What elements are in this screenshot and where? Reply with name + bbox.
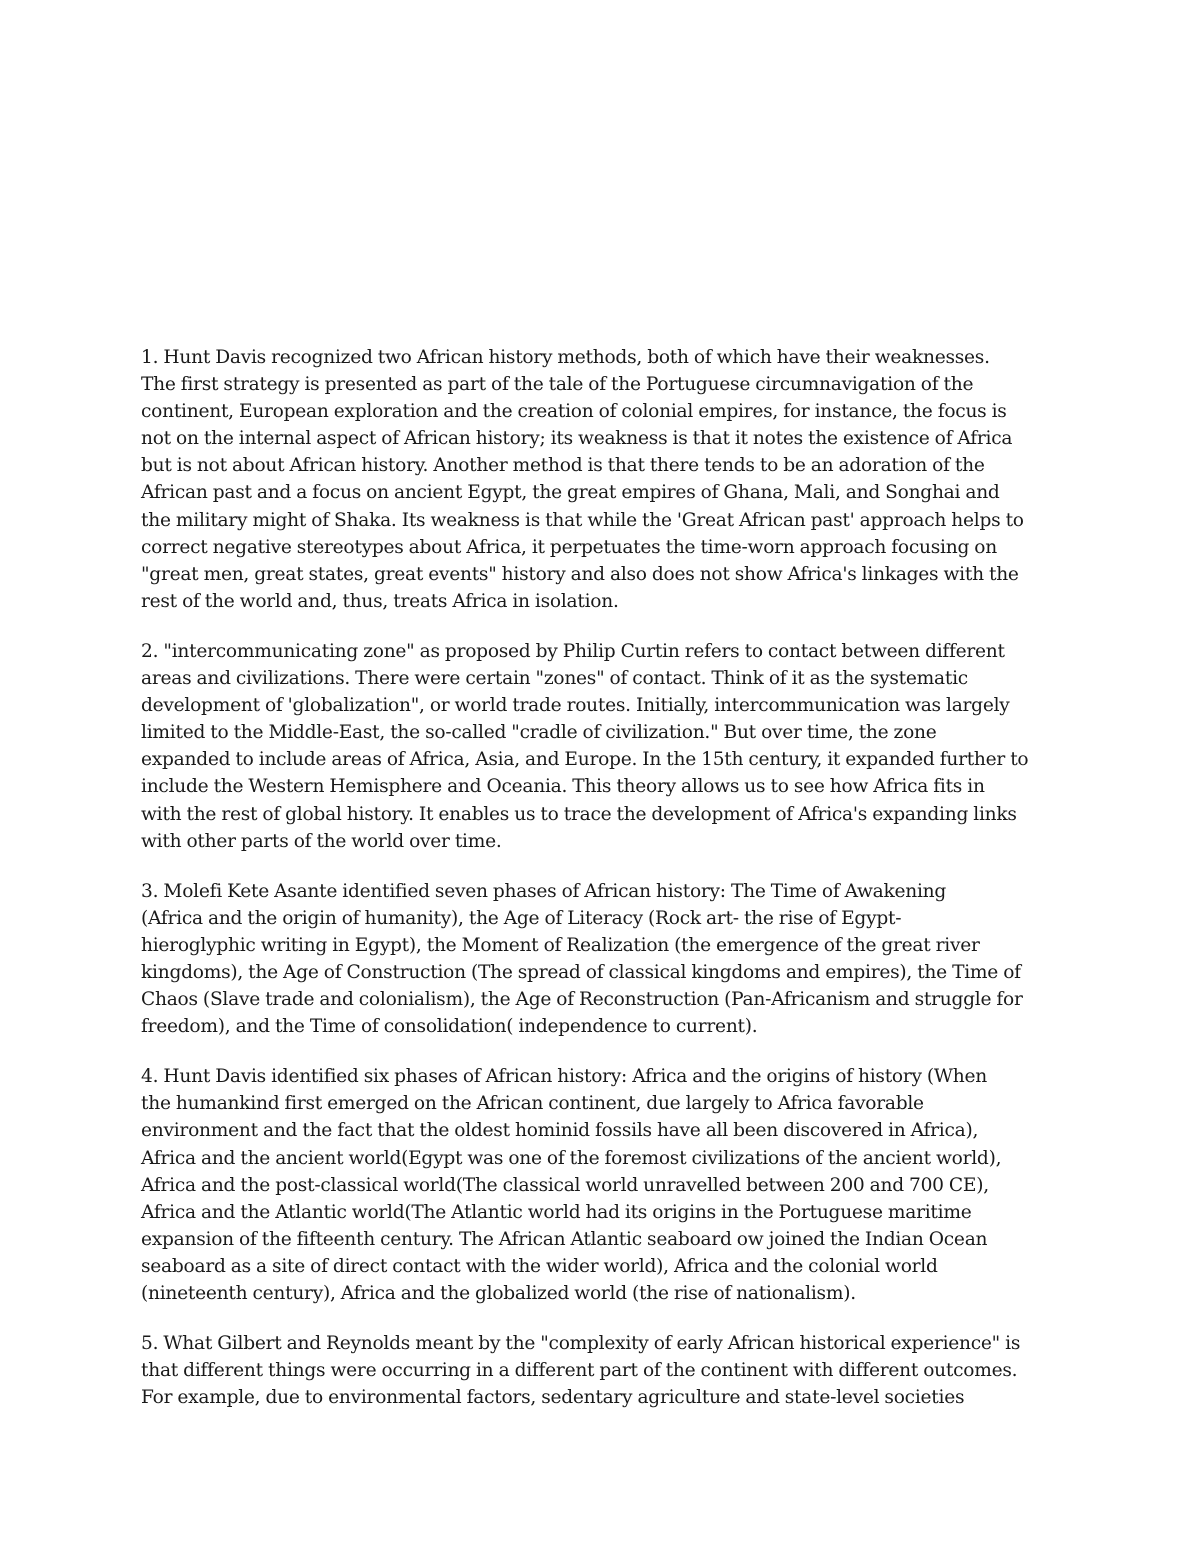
paragraph-5 <box>141 1330 1081 1411</box>
text-line: The first strategy is presented as part of the tale of the Portuguese circumnavigation of the <box>141 374 974 396</box>
text-line: 3. Molefi Kete Asante identified seven phases of African history: The Time of Awakening <box>141 880 947 902</box>
document-body <box>141 344 1081 1434</box>
text-line: freedom), and the Time of consolidation( independence to current). <box>141 1016 758 1038</box>
text-line: rest of the world and, thus, treats Africa in isolation. <box>141 590 619 612</box>
text-line: (Africa and the origin of humanity), the Age of Literacy (Rock art- the rise of Egypt- <box>141 907 902 929</box>
text-line: 2. "intercommunicating zone" as proposed by Philip Curtin refers to contact between different <box>141 640 1005 662</box>
paragraph-4 <box>141 1063 1081 1307</box>
text-line: For example, due to environmental factors, sedentary agriculture and state-level societies <box>141 1387 965 1409</box>
text-line: include the Western Hemisphere and Oceania. This theory allows us to see how Africa fits in <box>141 776 985 798</box>
text-line: development of 'globalization", or world trade routes. Initially, intercommunication was largely <box>141 695 1010 717</box>
text-line: not on the internal aspect of African history; its weakness is that it notes the existence of Africa <box>141 428 1013 450</box>
text-line: but is not about African history. Another method is that there tends to be an adoration of the <box>141 455 985 477</box>
text-line: 5. What Gilbert and Reynolds meant by the "complexity of early African historical experience" is <box>141 1333 1021 1355</box>
text-line: Africa and the Atlantic world(The Atlantic world had its origins in the Portuguese maritime <box>141 1201 972 1223</box>
text-line: expanded to include areas of Africa, Asia, and Europe. In the 15th century, it expanded further to <box>141 749 1029 771</box>
paragraph-3 <box>141 878 1081 1041</box>
text-line: that different things were occurring in a different part of the continent with different outcomes. <box>141 1360 1018 1382</box>
text-line: environment and the fact that the oldest hominid fossils have all been discovered in Africa), <box>141 1120 979 1142</box>
text-line: with other parts of the world over time. <box>141 830 502 852</box>
text-line: "great men, great states, great events" history and also does not show Africa's linkages with the <box>141 563 1019 585</box>
text-line: with the rest of global history. It enables us to trace the development of Africa's expanding links <box>141 803 1017 825</box>
text-line: the humankind first emerged on the African continent, due largely to Africa favorable <box>141 1093 924 1115</box>
text-line: expansion of the fifteenth century. The African Atlantic seaboard ow joined the Indian Ocean <box>141 1228 988 1250</box>
text-line: areas and civilizations. There were certain "zones" of contact. Think of it as the systematic <box>141 668 968 690</box>
text-line: African past and a focus on ancient Egypt, the great empires of Ghana, Mali, and Songhai and <box>141 482 1000 504</box>
text-line: seaboard as a site of direct contact with the wider world), Africa and the colonial world <box>141 1255 938 1277</box>
text-line: Africa and the post-classical world(The classical world unravelled between 200 and 700 CE), <box>141 1174 989 1196</box>
text-line: correct negative stereotypes about Africa, it perpetuates the time-worn approach focusing on <box>141 536 997 558</box>
text-line: limited to the Middle-East, the so-called "cradle of civilization." But over time, the zone <box>141 722 937 744</box>
paragraph-2 <box>141 638 1081 855</box>
text-line: Africa and the ancient world(Egypt was one of the foremost civilizations of the ancient world), <box>141 1147 1002 1169</box>
text-line: the military might of Shaka. Its weakness is that while the 'Great African past' approach helps to <box>141 509 1024 531</box>
text-line: Chaos (Slave trade and colonialism), the Age of Reconstruction (Pan-Africanism and struggle for <box>141 989 1023 1011</box>
text-line: 4. Hunt Davis identified six phases of African history: Africa and the origins of history (When <box>141 1066 987 1088</box>
text-line: continent, European exploration and the creation of colonial empires, for instance, the focus is <box>141 401 1007 423</box>
text-line: 1. Hunt Davis recognized two African history methods, both of which have their weaknesses. <box>141 347 990 368</box>
text-line: kingdoms), the Age of Construction (The spread of classical kingdoms and empires), the Time of <box>141 961 1021 983</box>
text-line: hieroglyphic writing in Egypt), the Moment of Realization (the emergence of the great river <box>141 934 980 956</box>
text-line: (nineteenth century), Africa and the globalized world (the rise of nationalism). <box>141 1283 856 1304</box>
paragraph-1 <box>141 344 1081 615</box>
